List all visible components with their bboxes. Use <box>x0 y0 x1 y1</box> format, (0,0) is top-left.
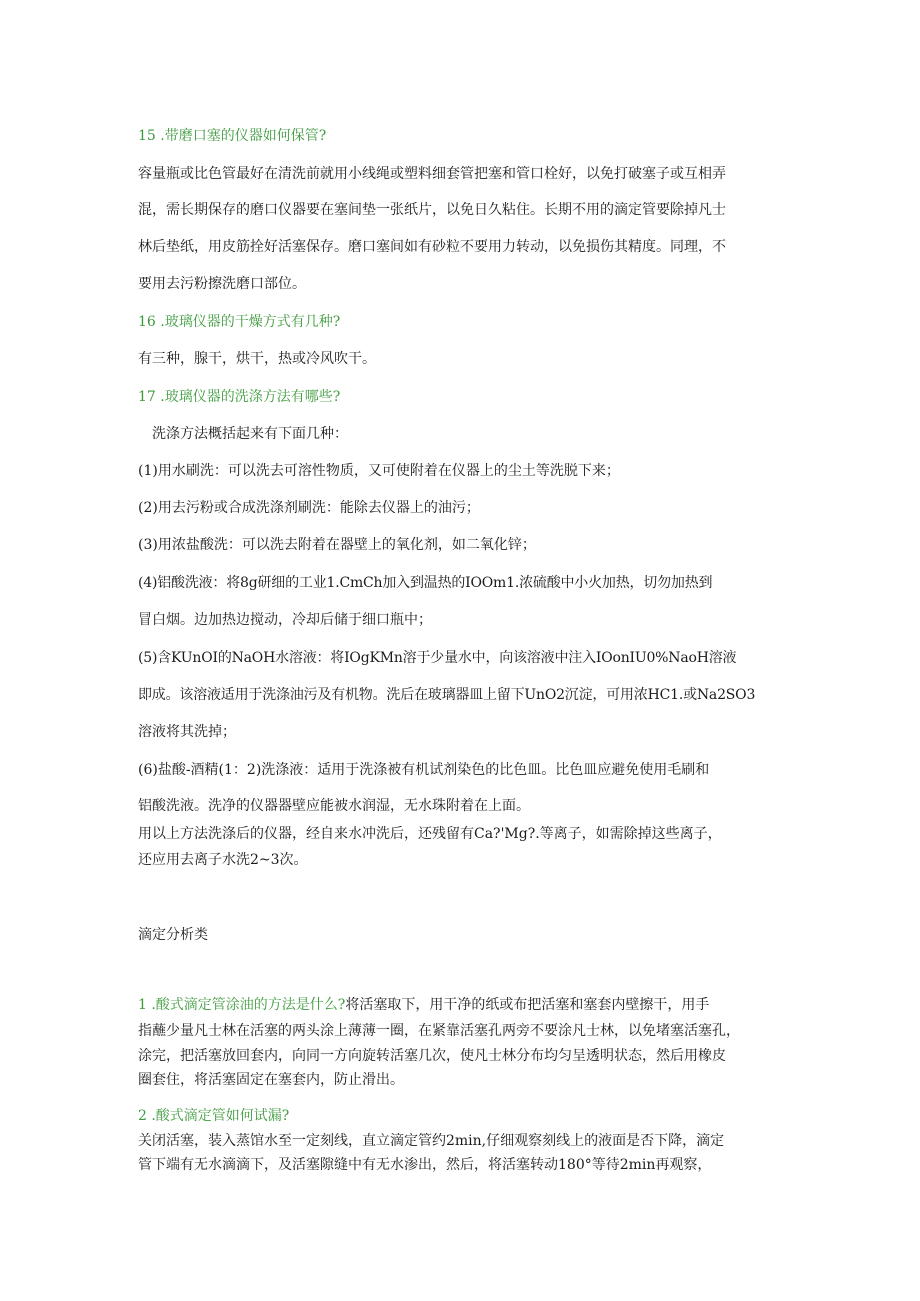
question-17-line-6: (5)含KUnOI的NaOH水溶液：将IOgKMn溶于少量水中，向该溶液中注入IOonIU0%NaoH溶液 <box>138 650 737 666</box>
question-16-line-1: 有三种，腺干，烘干，热或冷风吹干。 <box>138 351 376 367</box>
question-17-line-3: (3)用浓盐酸洗：可以洗去附着在器壁上的氧化剂，如二氧化锌； <box>138 537 536 553</box>
category-title: 滴定分析类 <box>138 927 208 943</box>
question-17-line-7: 即成。该溶液适用于洗涤油污及有机物。洗后在玻璃器皿上留下UnO2沉淀，可用浓HC1.或Na2SO3 <box>138 687 756 703</box>
titration-question-1-heading: 1 .酸式滴定管涂油的方法是什么? <box>138 997 346 1013</box>
titration-question-1-line-3: 涂完，把活塞放回套内，向同一方向旋转活塞几次，使凡士林分布均匀呈透明状态，然后用橡皮 <box>138 1048 726 1064</box>
question-17-line-9: (6)盐酸-酒精(1：2)洗涤液：适用于洗涤被有机试剂染色的比色皿。比色皿应避免使用毛刷和 <box>138 762 710 778</box>
titration-question-1-line-1 <box>138 995 788 1015</box>
question-15-line-4: 要用去污粉擦洗磨口部位。 <box>138 276 306 292</box>
question-17-line-4: (4)铝酸洗液：将8g研细的工业1.CmCh加入到温热的IOOm1.浓硫酸中小火加热，切勿加热到 <box>138 575 713 591</box>
titration-question-1-answer-start: 将活塞取下，用干净的纸或布把活塞和塞套内壁擦干，用手 <box>345 997 710 1013</box>
titration-question-1-line-4: 圈套住，将活塞固定在塞套内，防止滑出。 <box>138 1072 404 1088</box>
question-15-line-2: 混，需长期保存的磨口仪器要在塞间垫一张纸片，以免日久粘住。长期不用的滴定管要除掉凡士 <box>138 202 726 218</box>
question-15-heading: 15 .带磨口塞的仪器如何保管? <box>138 128 327 144</box>
titration-question-1-line-2: 指蘸少量凡士林在活塞的两头涂上薄薄一圈，在紧靠活塞孔两旁不要涂凡士林，以免堵塞活塞孔， <box>138 1023 740 1039</box>
question-17-line-2: (2)用去污粉或合成洗涤剂刷洗：能除去仪器上的油污； <box>138 500 480 516</box>
question-17-line-1: (1)用水刷洗：可以洗去可溶性物质，又可使附着在仪器上的尘土等洗脱下来； <box>138 463 620 479</box>
question-17-line-5: 冒白烟。边加热边搅动，冷却后储于细口瓶中； <box>138 612 432 628</box>
question-15-line-1: 容量瓶或比色管最好在清洗前就用小线绳或塑料细套管把塞和管口栓好，以免打破塞子或互相弄 <box>138 166 726 182</box>
titration-question-2-line-2: 管下端有无水滴滴下，及活塞隙缝中有无水渗出，然后，将活塞转动180°等待2min再观察， <box>138 1157 712 1173</box>
titration-question-2-heading: 2 .酸式滴定管如何试漏? <box>138 1108 290 1124</box>
question-15-line-3: 林后垫纸，用皮筋拴好活塞保存。磨口塞间如有砂粒不要用力转动，以免损伤其精度。同理，不 <box>138 239 726 255</box>
question-17-line-11: 用以上方法洗涤后的仪器，经自来水冲洗后，还残留有Ca?'Mg?.等离子，如需除掉这些离子， <box>138 826 722 842</box>
question-17-line-10: 铝酸洗液。洗净的仪器器壁应能被水润湿，无水珠附着在上面。 <box>138 798 530 814</box>
titration-question-2-line-1: 关闭活塞，装入蒸馆水至一定刻线，直立滴定管约2min,仔细观察刻线上的液面是否下降，滴定 <box>138 1133 725 1149</box>
question-17-heading: 17 .玻璃仪器的洗涤方法有哪些? <box>138 389 341 405</box>
question-17-intro: 洗涤方法概括起来有下面几种： <box>152 426 348 442</box>
question-17-line-8: 溶液将其洗掉； <box>138 724 236 740</box>
question-17-line-12: 还应用去离子水洗2~3次。 <box>138 852 308 868</box>
question-16-heading: 16 .玻璃仪器的干燥方式有几种? <box>138 314 341 330</box>
